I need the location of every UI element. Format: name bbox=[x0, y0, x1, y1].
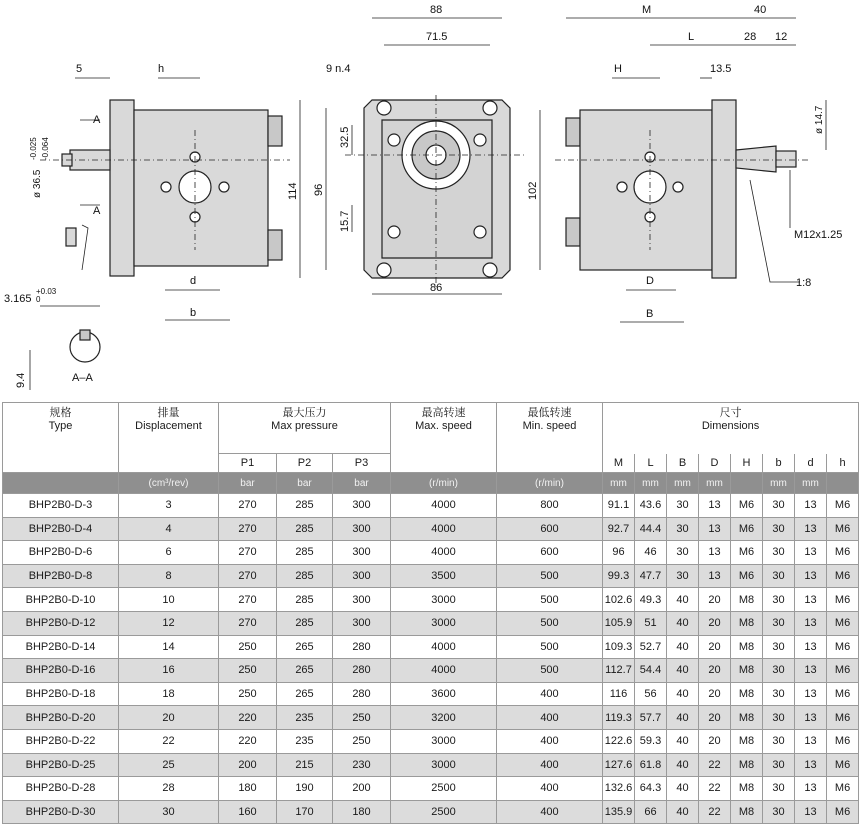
table-row bbox=[3, 494, 859, 518]
table-cell: 270 bbox=[219, 541, 277, 565]
table-cell: 270 bbox=[219, 588, 277, 612]
table-cell: 30 bbox=[763, 682, 795, 706]
table-cell: 43.6 bbox=[635, 494, 667, 518]
table-cell: 40 bbox=[667, 659, 699, 683]
dim-71-5: 71.5 bbox=[426, 31, 448, 43]
dim-M: M bbox=[642, 4, 652, 16]
table-cell: 265 bbox=[277, 682, 333, 706]
table-cell: 30 bbox=[763, 777, 795, 801]
table-cell: 8 bbox=[119, 564, 219, 588]
table-cell: 3000 bbox=[391, 588, 497, 612]
table-cell: 160 bbox=[219, 800, 277, 824]
table-cell: 180 bbox=[333, 800, 391, 824]
table-cell: BHP2B0-D-30 bbox=[3, 800, 119, 824]
table-cell: M6 bbox=[731, 541, 763, 565]
table-cell: M8 bbox=[731, 611, 763, 635]
dim-86: 86 bbox=[430, 282, 443, 294]
table-cell: 40 bbox=[667, 682, 699, 706]
table-cell: 99.3 bbox=[603, 564, 635, 588]
col-h: h bbox=[827, 454, 859, 473]
table-cell: 91.1 bbox=[603, 494, 635, 518]
table-cell: M8 bbox=[731, 659, 763, 683]
table-cell: 13 bbox=[795, 729, 827, 753]
table-cell: BHP2B0-D-28 bbox=[3, 777, 119, 801]
table-cell: 3000 bbox=[391, 611, 497, 635]
unit-D: mm bbox=[699, 473, 731, 494]
table-cell: 16 bbox=[119, 659, 219, 683]
table-cell: 13 bbox=[795, 635, 827, 659]
front-view bbox=[300, 18, 525, 294]
table-cell: 30 bbox=[763, 753, 795, 777]
table-cell: 3200 bbox=[391, 706, 497, 730]
table-cell: 132.6 bbox=[603, 777, 635, 801]
table-cell: 59.3 bbox=[635, 729, 667, 753]
table-cell: 300 bbox=[333, 564, 391, 588]
bolt-holes: 9 n.4 bbox=[326, 63, 351, 75]
dim-h: h bbox=[158, 63, 165, 75]
table-cell: 105.9 bbox=[603, 611, 635, 635]
table-cell: 119.3 bbox=[603, 706, 635, 730]
table-cell: 600 bbox=[497, 541, 603, 565]
table-cell: 270 bbox=[219, 564, 277, 588]
table-cell: 280 bbox=[333, 659, 391, 683]
table-row bbox=[3, 753, 859, 777]
table-cell: 13 bbox=[795, 706, 827, 730]
table-cell: 13 bbox=[795, 494, 827, 518]
table-cell: 4 bbox=[119, 517, 219, 541]
dim-40: 40 bbox=[754, 4, 767, 16]
table-cell: 61.8 bbox=[635, 753, 667, 777]
unit-b: mm bbox=[763, 473, 795, 494]
dim-28: 28 bbox=[744, 31, 757, 43]
table-cell: 265 bbox=[277, 659, 333, 683]
table-cell: 22 bbox=[699, 753, 731, 777]
header-max-pressure: 最大压力 Max pressure bbox=[219, 403, 391, 454]
table-cell: 127.6 bbox=[603, 753, 635, 777]
unit-L: mm bbox=[635, 473, 667, 494]
table-cell: 280 bbox=[333, 682, 391, 706]
table-cell: 30 bbox=[667, 494, 699, 518]
table-cell: M8 bbox=[731, 588, 763, 612]
section-a-top: A bbox=[93, 114, 101, 126]
table-cell: 4000 bbox=[391, 541, 497, 565]
table-cell: 3500 bbox=[391, 564, 497, 588]
table-cell: 250 bbox=[219, 682, 277, 706]
table-cell: 30 bbox=[763, 588, 795, 612]
table-cell: BHP2B0-D-20 bbox=[3, 706, 119, 730]
dim-32-5: 32.5 bbox=[339, 126, 351, 148]
table-cell: 20 bbox=[699, 611, 731, 635]
dim-15-7: 15.7 bbox=[339, 210, 351, 232]
table-cell: 3600 bbox=[391, 682, 497, 706]
table-cell: 400 bbox=[497, 777, 603, 801]
table-cell: 96 bbox=[603, 541, 635, 565]
table-cell: 40 bbox=[667, 635, 699, 659]
table-cell: 20 bbox=[699, 659, 731, 683]
table-cell: M8 bbox=[731, 800, 763, 824]
table-cell: 190 bbox=[277, 777, 333, 801]
table-cell: 30 bbox=[667, 564, 699, 588]
spec-table bbox=[2, 402, 859, 824]
table-cell: 285 bbox=[277, 564, 333, 588]
header-type: 规格 Type bbox=[3, 403, 119, 473]
table-cell: BHP2B0-D-18 bbox=[3, 682, 119, 706]
table-cell: 285 bbox=[277, 588, 333, 612]
table-cell: 300 bbox=[333, 517, 391, 541]
table-cell: 285 bbox=[277, 541, 333, 565]
table-cell: 285 bbox=[277, 611, 333, 635]
table-cell: BHP2B0-D-3 bbox=[3, 494, 119, 518]
table-cell: 57.7 bbox=[635, 706, 667, 730]
table-cell: 3000 bbox=[391, 729, 497, 753]
table-cell: M6 bbox=[827, 682, 859, 706]
table-cell: M6 bbox=[731, 517, 763, 541]
unit-p1: bar bbox=[219, 473, 277, 494]
table-cell: M6 bbox=[827, 541, 859, 565]
table-cell: 30 bbox=[763, 494, 795, 518]
dim-13-5: 13.5 bbox=[710, 63, 732, 75]
table-cell: 500 bbox=[497, 611, 603, 635]
unit-min-speed: (r/min) bbox=[497, 473, 603, 494]
table-cell: 49.3 bbox=[635, 588, 667, 612]
table-cell: 235 bbox=[277, 729, 333, 753]
table-cell: 30 bbox=[763, 635, 795, 659]
key-width: 3.165 bbox=[4, 293, 32, 305]
table-cell: M6 bbox=[827, 800, 859, 824]
table-cell: 270 bbox=[219, 494, 277, 518]
table-cell: 30 bbox=[763, 659, 795, 683]
table-cell: 230 bbox=[333, 753, 391, 777]
table-cell: 30 bbox=[667, 517, 699, 541]
table-cell: 30 bbox=[763, 729, 795, 753]
table-cell: 13 bbox=[795, 541, 827, 565]
table-cell: 30 bbox=[763, 800, 795, 824]
col-D: D bbox=[699, 454, 731, 473]
table-cell: 40 bbox=[667, 706, 699, 730]
table-cell: 112.7 bbox=[603, 659, 635, 683]
dim-5: 5 bbox=[76, 63, 83, 75]
table-cell: M6 bbox=[731, 494, 763, 518]
table-cell: 13 bbox=[795, 564, 827, 588]
table-cell: 66 bbox=[635, 800, 667, 824]
dim-D: D bbox=[646, 275, 654, 287]
dim-88: 88 bbox=[430, 4, 443, 16]
table-cell: BHP2B0-D-6 bbox=[3, 541, 119, 565]
table-row bbox=[3, 729, 859, 753]
table-cell: 30 bbox=[119, 800, 219, 824]
table-cell: 220 bbox=[219, 729, 277, 753]
table-cell: 20 bbox=[119, 706, 219, 730]
table-cell: 40 bbox=[667, 588, 699, 612]
table-cell: BHP2B0-D-4 bbox=[3, 517, 119, 541]
table-cell: M6 bbox=[827, 517, 859, 541]
shaft-tol-lower: -0.064 bbox=[41, 137, 50, 160]
table-cell: 20 bbox=[699, 588, 731, 612]
table-cell: 20 bbox=[699, 682, 731, 706]
table-cell: 400 bbox=[497, 729, 603, 753]
table-cell: 13 bbox=[795, 682, 827, 706]
dim-d-left: d bbox=[190, 275, 197, 287]
table-cell: 500 bbox=[497, 659, 603, 683]
table-cell: 30 bbox=[763, 564, 795, 588]
table-cell: 22 bbox=[699, 800, 731, 824]
table-cell: 30 bbox=[763, 541, 795, 565]
table-cell: 6 bbox=[119, 541, 219, 565]
table-cell: 400 bbox=[497, 706, 603, 730]
table-cell: 500 bbox=[497, 588, 603, 612]
col-B: B bbox=[667, 454, 699, 473]
table-cell: 13 bbox=[795, 588, 827, 612]
table-cell: BHP2B0-D-14 bbox=[3, 635, 119, 659]
table-cell: 40 bbox=[667, 800, 699, 824]
shaft-tol-upper: -0.025 bbox=[29, 137, 38, 160]
table-cell: 200 bbox=[333, 777, 391, 801]
dim-B: B bbox=[646, 308, 654, 320]
table-cell: 2500 bbox=[391, 800, 497, 824]
table-cell: 13 bbox=[795, 753, 827, 777]
unit-d: mm bbox=[795, 473, 827, 494]
table-cell: 122.6 bbox=[603, 729, 635, 753]
unit-p3: bar bbox=[333, 473, 391, 494]
table-cell: M6 bbox=[827, 706, 859, 730]
table-cell: M6 bbox=[827, 494, 859, 518]
table-cell: 4000 bbox=[391, 659, 497, 683]
table-cell: M6 bbox=[827, 588, 859, 612]
table-cell: 40 bbox=[667, 777, 699, 801]
unit-M: mm bbox=[603, 473, 635, 494]
table-cell: 135.9 bbox=[603, 800, 635, 824]
table-cell: 13 bbox=[699, 564, 731, 588]
table-cell: 12 bbox=[119, 611, 219, 635]
table-cell: 10 bbox=[119, 588, 219, 612]
table-cell: 285 bbox=[277, 494, 333, 518]
table-cell: 13 bbox=[699, 541, 731, 565]
dim-b-left: b bbox=[190, 307, 197, 319]
table-cell: 28 bbox=[119, 777, 219, 801]
table-cell: 30 bbox=[763, 706, 795, 730]
table-cell: 25 bbox=[119, 753, 219, 777]
table-cell: 800 bbox=[497, 494, 603, 518]
table-cell: 4000 bbox=[391, 517, 497, 541]
table-cell: 250 bbox=[333, 729, 391, 753]
table-cell: 22 bbox=[119, 729, 219, 753]
table-cell: 46 bbox=[635, 541, 667, 565]
table-cell: M6 bbox=[827, 611, 859, 635]
table-row bbox=[3, 659, 859, 683]
table-cell: BHP2B0-D-12 bbox=[3, 611, 119, 635]
col-d: d bbox=[795, 454, 827, 473]
col-H: H bbox=[731, 454, 763, 473]
table-cell: 40 bbox=[667, 611, 699, 635]
table-cell: 92.7 bbox=[603, 517, 635, 541]
table-cell: 20 bbox=[699, 706, 731, 730]
col-L: L bbox=[635, 454, 667, 473]
table-cell: 13 bbox=[795, 517, 827, 541]
table-cell: 13 bbox=[699, 517, 731, 541]
table-cell: 40 bbox=[667, 729, 699, 753]
col-p1: P1 bbox=[219, 454, 277, 473]
table-cell: BHP2B0-D-8 bbox=[3, 564, 119, 588]
shaft-diameter: ø 36.5 bbox=[32, 169, 43, 198]
table-cell: 51 bbox=[635, 611, 667, 635]
col-b: b bbox=[763, 454, 795, 473]
section-a-bottom: A bbox=[93, 205, 101, 217]
table-cell: 300 bbox=[333, 541, 391, 565]
table-cell: 30 bbox=[763, 517, 795, 541]
table-cell: BHP2B0-D-25 bbox=[3, 753, 119, 777]
table-cell: 280 bbox=[333, 635, 391, 659]
table-cell: 52.7 bbox=[635, 635, 667, 659]
table-cell: 215 bbox=[277, 753, 333, 777]
table-cell: 64.3 bbox=[635, 777, 667, 801]
table-row bbox=[3, 800, 859, 824]
table-cell: 600 bbox=[497, 517, 603, 541]
table-cell: M8 bbox=[731, 753, 763, 777]
table-row bbox=[3, 611, 859, 635]
unit-B: mm bbox=[667, 473, 699, 494]
table-cell: M8 bbox=[731, 706, 763, 730]
header-displacement: 排量 Displacement bbox=[119, 403, 219, 473]
table-cell: 300 bbox=[333, 494, 391, 518]
table-cell: 285 bbox=[277, 517, 333, 541]
table-cell: 4000 bbox=[391, 635, 497, 659]
table-cell: 13 bbox=[795, 611, 827, 635]
side-view-right bbox=[540, 18, 826, 322]
table-cell: 54.4 bbox=[635, 659, 667, 683]
table-cell: 13 bbox=[795, 659, 827, 683]
table-cell: 300 bbox=[333, 611, 391, 635]
table-cell: 56 bbox=[635, 682, 667, 706]
table-cell: 22 bbox=[699, 777, 731, 801]
table-cell: 30 bbox=[667, 541, 699, 565]
table-cell: BHP2B0-D-22 bbox=[3, 729, 119, 753]
col-M: M bbox=[603, 454, 635, 473]
table-cell: 30 bbox=[763, 611, 795, 635]
table-cell: 300 bbox=[333, 588, 391, 612]
table-cell: 4000 bbox=[391, 494, 497, 518]
unit-h bbox=[827, 473, 859, 494]
unit-H bbox=[731, 473, 763, 494]
table-cell: 116 bbox=[603, 682, 635, 706]
table-cell: 250 bbox=[219, 659, 277, 683]
table-cell: M6 bbox=[827, 659, 859, 683]
side-view-left bbox=[30, 78, 290, 390]
table-cell: 235 bbox=[277, 706, 333, 730]
table-cell: 250 bbox=[333, 706, 391, 730]
table-cell: M6 bbox=[827, 777, 859, 801]
table-cell: 109.3 bbox=[603, 635, 635, 659]
table-cell: 250 bbox=[219, 635, 277, 659]
table-cell: M6 bbox=[731, 564, 763, 588]
table-cell: 200 bbox=[219, 753, 277, 777]
table-cell: 40 bbox=[667, 753, 699, 777]
table-cell: 220 bbox=[219, 706, 277, 730]
key-tol-upper: +0.03 bbox=[36, 287, 57, 296]
table-cell: 13 bbox=[699, 494, 731, 518]
key-depth: 9.4 bbox=[15, 372, 27, 388]
table-cell: 44.4 bbox=[635, 517, 667, 541]
unit-max-speed: (r/min) bbox=[391, 473, 497, 494]
table-row bbox=[3, 682, 859, 706]
table-cell: 47.7 bbox=[635, 564, 667, 588]
header-min-speed: 最低转速 Min. speed bbox=[497, 403, 603, 473]
table-row bbox=[3, 588, 859, 612]
table-row bbox=[3, 706, 859, 730]
table-cell: 13 bbox=[795, 800, 827, 824]
table-cell: M6 bbox=[827, 753, 859, 777]
table-cell: M6 bbox=[827, 635, 859, 659]
table-cell: 18 bbox=[119, 682, 219, 706]
table-cell: 102.6 bbox=[603, 588, 635, 612]
dim-114: 114 bbox=[287, 182, 299, 200]
unit-displacement: (cm³/rev) bbox=[119, 473, 219, 494]
header-dimensions: 尺寸 Dimensions bbox=[603, 403, 859, 454]
table-cell: M6 bbox=[827, 564, 859, 588]
table-row bbox=[3, 564, 859, 588]
table-cell: 3000 bbox=[391, 753, 497, 777]
table-row bbox=[3, 777, 859, 801]
table-cell: 180 bbox=[219, 777, 277, 801]
spec-table-body bbox=[3, 494, 859, 824]
key-tol-lower: 0 bbox=[36, 295, 41, 304]
dim-96: 96 bbox=[313, 183, 325, 196]
thread-label: M12x1.25 bbox=[794, 229, 843, 241]
table-row bbox=[3, 541, 859, 565]
table-cell: M8 bbox=[731, 729, 763, 753]
table-cell: BHP2B0-D-16 bbox=[3, 659, 119, 683]
table-cell: 270 bbox=[219, 611, 277, 635]
table-cell: 2500 bbox=[391, 777, 497, 801]
table-row bbox=[3, 517, 859, 541]
dim-H: H bbox=[614, 63, 622, 75]
table-cell: M8 bbox=[731, 682, 763, 706]
col-p2: P2 bbox=[277, 454, 333, 473]
unit-p2: bar bbox=[277, 473, 333, 494]
table-cell: 265 bbox=[277, 635, 333, 659]
dim-14-7: ø 14.7 bbox=[814, 105, 825, 134]
dim-L: L bbox=[688, 31, 695, 43]
table-cell: 20 bbox=[699, 729, 731, 753]
table-row bbox=[3, 635, 859, 659]
dim-102: 102 bbox=[527, 181, 539, 200]
table-cell: 400 bbox=[497, 753, 603, 777]
table-cell: M8 bbox=[731, 777, 763, 801]
table-cell: BHP2B0-D-10 bbox=[3, 588, 119, 612]
table-cell: 270 bbox=[219, 517, 277, 541]
table-cell: 170 bbox=[277, 800, 333, 824]
section-label: A–A bbox=[72, 372, 93, 384]
unit-type bbox=[3, 473, 119, 494]
table-cell: 400 bbox=[497, 800, 603, 824]
header-max-speed: 最高转速 Max. speed bbox=[391, 403, 497, 473]
table-cell: 3 bbox=[119, 494, 219, 518]
dim-12: 12 bbox=[775, 31, 788, 43]
table-cell: 500 bbox=[497, 635, 603, 659]
col-p3: P3 bbox=[333, 454, 391, 473]
table-cell: 13 bbox=[795, 777, 827, 801]
table-cell: 14 bbox=[119, 635, 219, 659]
technical-drawing bbox=[0, 0, 860, 395]
table-cell: 500 bbox=[497, 564, 603, 588]
taper-label: 1:8 bbox=[796, 277, 812, 289]
table-cell: M8 bbox=[731, 635, 763, 659]
table-cell: 20 bbox=[699, 635, 731, 659]
table-cell: 400 bbox=[497, 682, 603, 706]
table-cell: M6 bbox=[827, 729, 859, 753]
